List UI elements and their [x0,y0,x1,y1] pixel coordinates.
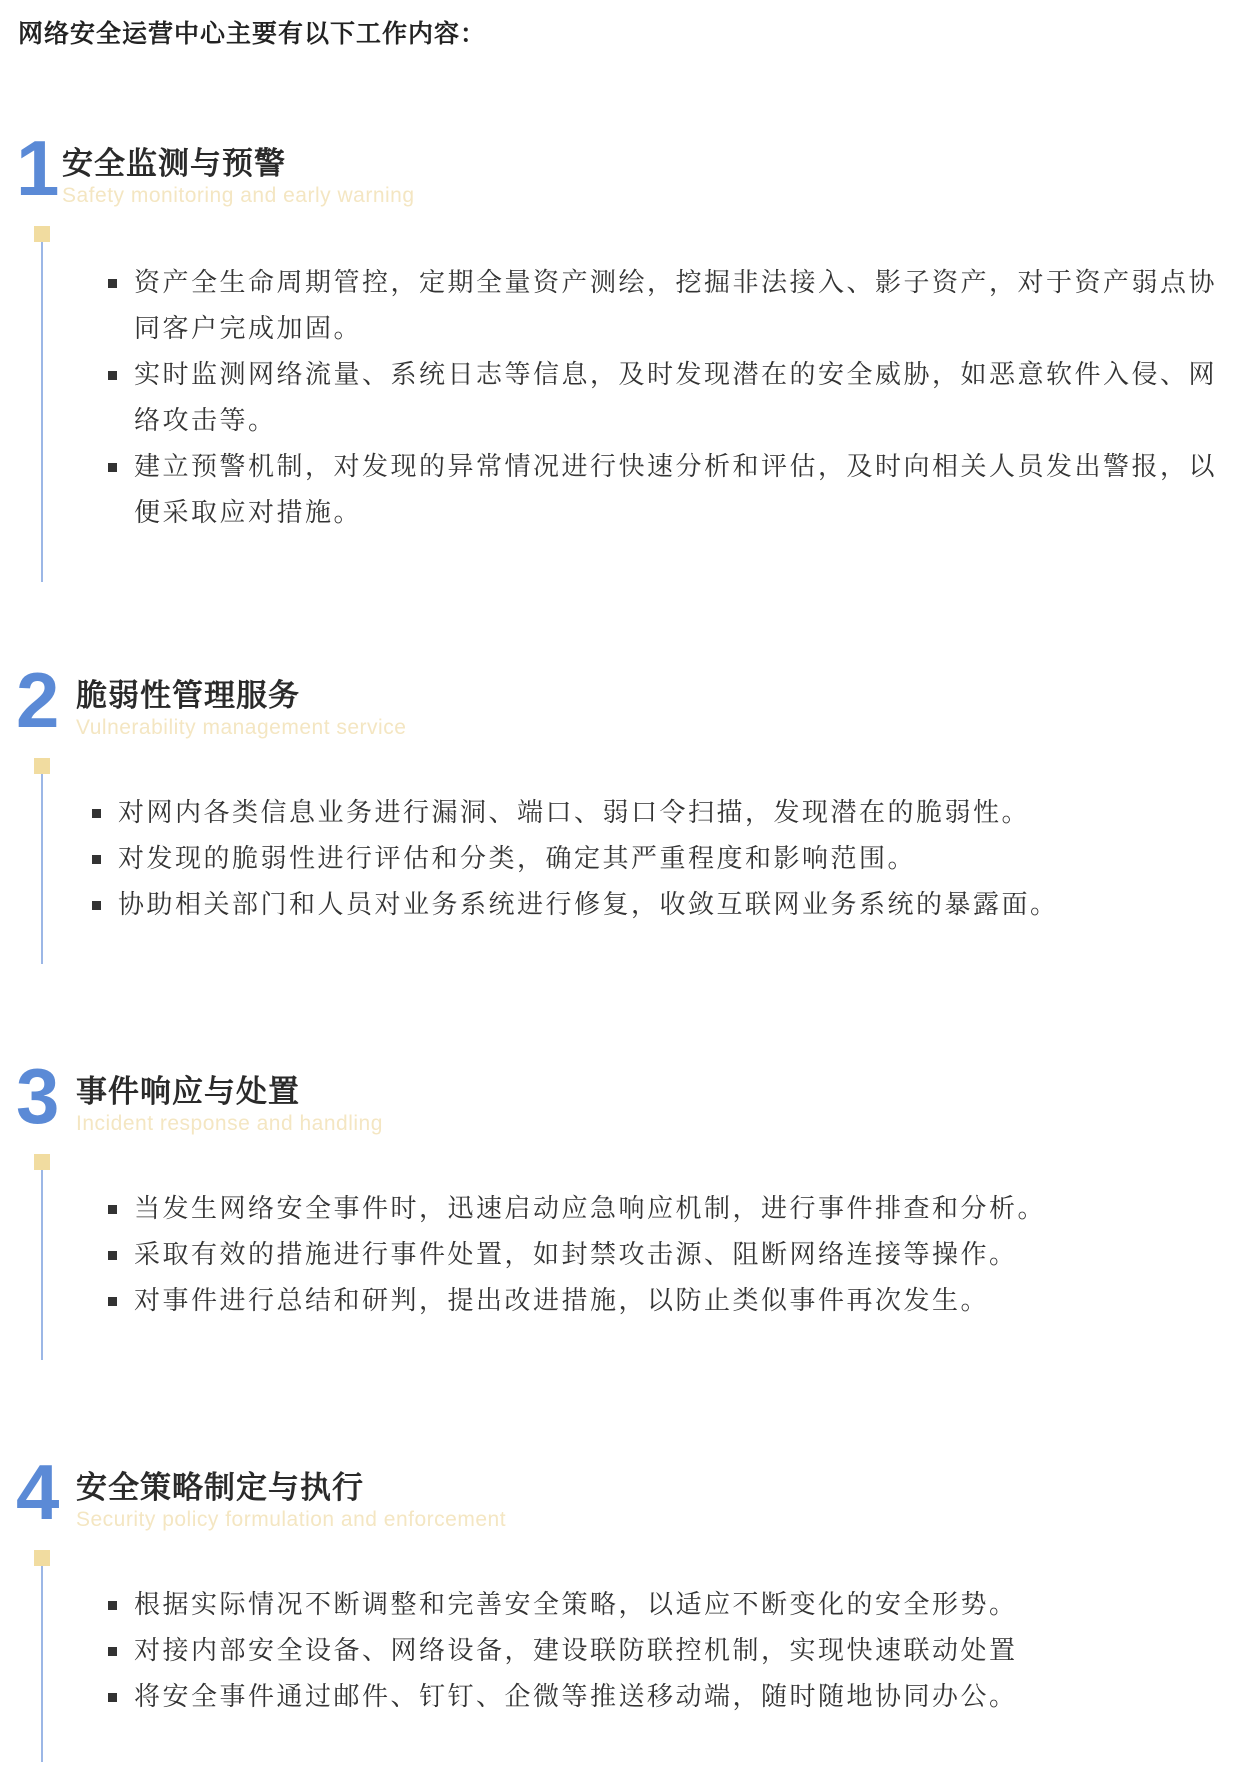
section-number: 3 [16,1052,60,1140]
section-subtitle: Vulnerability management service [76,716,407,739]
bullet-icon [92,855,101,864]
bullet-icon [108,1251,117,1260]
section-title: 事件响应与处置 [76,1074,300,1110]
section-marker [34,758,50,774]
section-items [134,260,1229,536]
section-timeline [41,1170,43,1360]
list-item-text: 实时监测网络流量、系统日志等信息，及时发现潜在的安全威胁，如恶意软件入侵、网络攻击等。 [134,360,1218,436]
section-timeline [41,1566,43,1762]
bullet-icon [108,463,117,472]
bullet-icon [108,1647,117,1656]
list-item [118,790,1228,836]
list-item [134,1186,1229,1232]
section-number: 4 [16,1448,60,1536]
section-number: 2 [16,656,60,744]
list-item-text: 协助相关部门和人员对业务系统进行修复，收敛互联网业务系统的暴露面。 [118,890,1059,920]
intro-heading: 网络安全运营中心主要有以下工作内容： [18,19,487,48]
list-item-text: 根据实际情况不断调整和完善安全策略，以适应不断变化的安全形势。 [134,1590,1018,1620]
bullet-icon [92,809,101,818]
bullet-icon [108,1205,117,1214]
list-item [134,444,1229,536]
section-number: 1 [16,124,60,212]
list-item-text: 将安全事件通过邮件、钉钉、企微等推送移动端，随时随地协同办公。 [134,1682,1018,1712]
bullet-icon [92,901,101,910]
section-subtitle: Security policy formulation and enforcement [76,1508,507,1531]
section-marker [34,1550,50,1566]
section-marker [34,226,50,242]
list-item-text: 当发生网络安全事件时，迅速启动应急响应机制，进行事件排查和分析。 [134,1194,1047,1224]
list-item-text: 对网内各类信息业务进行漏洞、端口、弱口令扫描，发现潜在的脆弱性。 [118,798,1031,828]
section-items [134,1186,1229,1324]
list-item-text: 对发现的脆弱性进行评估和分类，确定其严重程度和影响范围。 [118,844,917,874]
list-item [134,1674,1229,1720]
bullet-icon [108,371,117,380]
bullet-icon [108,279,117,288]
list-item [118,882,1228,928]
list-item-text: 资产全生命周期管控，定期全量资产测绘，挖掘非法接入、影子资产，对于资产弱点协同客户完成加固。 [134,268,1218,344]
section-title: 脆弱性管理服务 [76,678,300,714]
section-title: 安全监测与预警 [62,146,286,182]
list-item-text: 对接内部安全设备、网络设备，建设联防联控机制，实现快速联动处置 [134,1636,1018,1666]
list-item [134,352,1229,444]
bullet-icon [108,1297,117,1306]
section-timeline [41,242,43,582]
list-item-text: 对事件进行总结和研判，提出改进措施，以防止类似事件再次发生。 [134,1286,990,1316]
list-item-text: 建立预警机制，对发现的异常情况进行快速分析和评估，及时向相关人员发出警报，以便采取应对措施。 [134,452,1218,528]
section-subtitle: Incident response and handling [76,1112,383,1135]
section-marker [34,1154,50,1170]
section-items [118,790,1228,928]
list-item [134,1582,1229,1628]
bullet-icon [108,1693,117,1702]
section-subtitle: Safety monitoring and early warning [62,184,415,207]
list-item [134,1232,1229,1278]
list-item-text: 采取有效的措施进行事件处置，如封禁攻击源、阻断网络连接等操作。 [134,1240,1018,1270]
list-item [118,836,1228,882]
list-item [134,1628,1229,1674]
section-title: 安全策略制定与执行 [76,1470,364,1506]
section-timeline [41,774,43,964]
bullet-icon [108,1601,117,1610]
list-item [134,260,1229,352]
list-item [134,1278,1229,1324]
section-items [134,1582,1229,1720]
